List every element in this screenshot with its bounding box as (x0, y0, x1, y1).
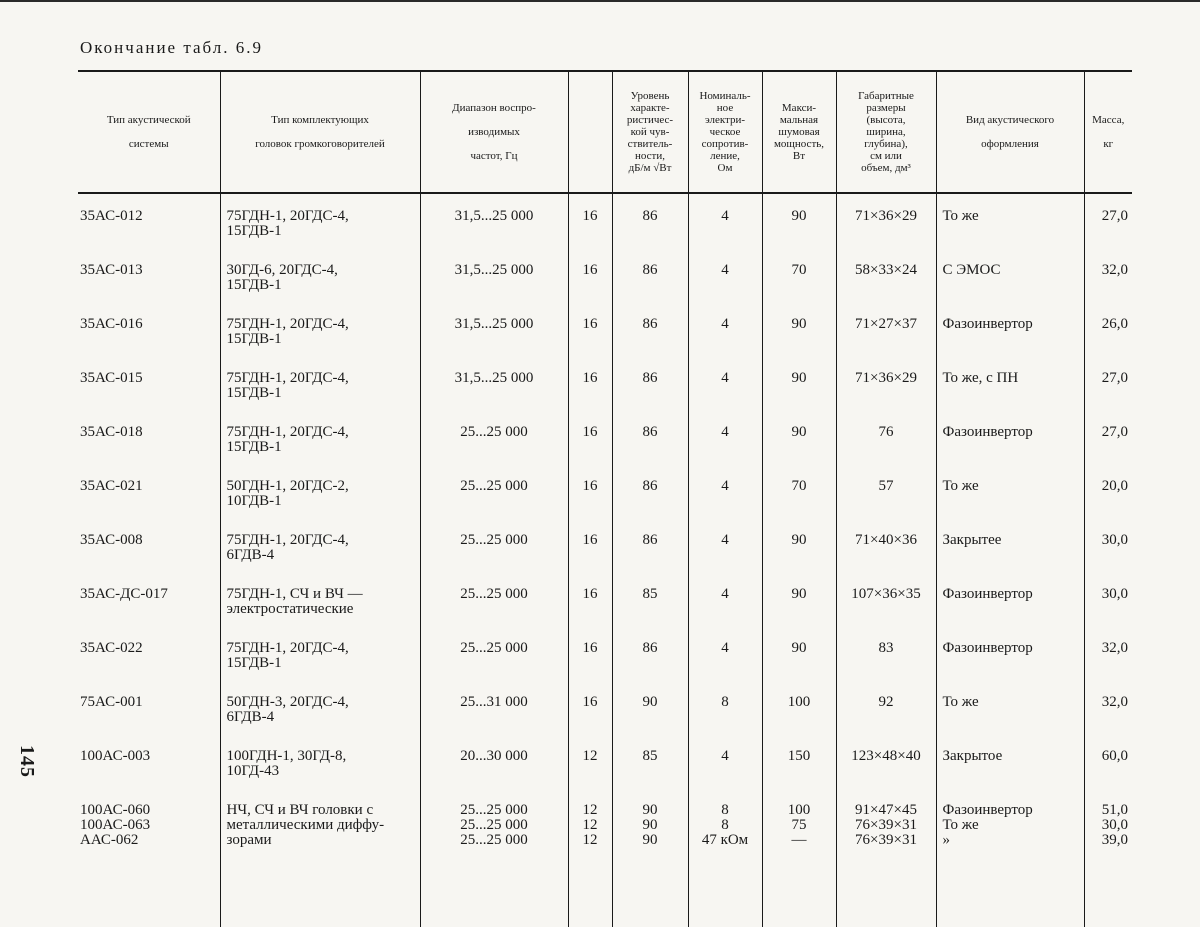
cell-enclosure: То же (936, 464, 1084, 518)
cell-dimensions: 71×36×29 (836, 356, 936, 410)
cell-enclosure: Закрытее (936, 518, 1084, 572)
cell-dimensions: 71×27×37 (836, 302, 936, 356)
cell-sensitivity: 86 (612, 518, 688, 572)
cell-heads: 30ГД-6, 20ГДС-4, 15ГДВ-1 (220, 248, 420, 302)
cell-nonuniformity: 16 (568, 410, 612, 464)
cell-mass: 32,0 (1084, 248, 1132, 302)
cell-range: 20...30 000 (420, 734, 568, 788)
cell-range: 25...25 000 (420, 572, 568, 626)
cell-power: 90 (762, 572, 836, 626)
cell-system-type: 75АС-001 (80, 694, 143, 710)
table-empty-row (78, 857, 1132, 927)
cell-nonuniformity: 12 12 12 (568, 788, 612, 857)
cell-impedance: 4 (688, 248, 762, 302)
cell-power: 90 (762, 302, 836, 356)
cell-sensitivity: 86 (612, 302, 688, 356)
cell-dimensions: 71×40×36 (836, 518, 936, 572)
cell-sensitivity: 90 (612, 680, 688, 734)
cell-nonuniformity: 16 (568, 356, 612, 410)
cell-nonuniformity: 16 (568, 626, 612, 680)
cell-enclosure: Закрытое (936, 734, 1084, 788)
page-top-border (0, 0, 1200, 2)
cell-nonuniformity: 16 (568, 193, 612, 248)
cell-range: 25...31 000 (420, 680, 568, 734)
table-row (78, 302, 1132, 356)
cell-nonuniformity: 16 (568, 302, 612, 356)
table-row (78, 193, 1132, 248)
cell-impedance: 8 (688, 680, 762, 734)
header-system-type: Тип акустической системы (78, 71, 220, 193)
cell-enclosure: То же (936, 680, 1084, 734)
cell-power: 90 (762, 193, 836, 248)
cell-enclosure: То же (936, 193, 1084, 248)
cell-range: 31,5...25 000 (420, 193, 568, 248)
cell-mass: 30,0 (1084, 572, 1132, 626)
table-row (78, 680, 1132, 734)
cell-system-type: 35АС-022 (80, 640, 143, 656)
cell-sensitivity: 85 (612, 734, 688, 788)
cell-dimensions: 71×36×29 (836, 193, 936, 248)
cell-system-type: 35АС-018 (80, 424, 143, 440)
cell-dimensions: 92 (836, 680, 936, 734)
cell-power: 100 (762, 680, 836, 734)
cell-heads: 75ГДН-1, 20ГДС-4, 15ГДВ-1 (220, 193, 420, 248)
cell-mass: 20,0 (1084, 464, 1132, 518)
cell-heads: НЧ, СЧ и ВЧ головки с металлическими диффу- зорами (220, 788, 420, 857)
cell-sensitivity: 86 (612, 410, 688, 464)
cell-impedance: 4 (688, 626, 762, 680)
page-number (15, 745, 38, 778)
cell-enclosure: Фазоинвертор То же » (936, 788, 1084, 857)
cell-system-type: 35АС-013 (80, 262, 143, 278)
cell-enclosure: Фазоинвертор (936, 410, 1084, 464)
table-row (78, 464, 1132, 518)
cell-mass: 32,0 (1084, 626, 1132, 680)
header-dimensions: Габаритные размеры (высота, ширина, глубина), см или объем, дм³ (836, 71, 936, 193)
cell-heads: 75ГДН-1, 20ГДС-4, 15ГДВ-1 (220, 356, 420, 410)
cell-sensitivity: 86 (612, 626, 688, 680)
cell-enclosure: Фазоинвертор (936, 572, 1084, 626)
cell-power: 100 75 — (762, 788, 836, 857)
cell-mass: 60,0 (1084, 734, 1132, 788)
cell-heads: 75ГДН-1, СЧ и ВЧ — электростатические (220, 572, 420, 626)
cell-range: 25...25 000 (420, 626, 568, 680)
header-nonuniformity (568, 71, 612, 193)
cell-power: 70 (762, 464, 836, 518)
cell-mass: 27,0 (1084, 193, 1132, 248)
cell-dimensions: 58×33×24 (836, 248, 936, 302)
table-row (78, 410, 1132, 464)
header-enclosure: Вид акустического оформления (936, 71, 1084, 193)
cell-heads: 75ГДН-1, 20ГДС-4, 15ГДВ-1 (220, 410, 420, 464)
cell-impedance: 4 (688, 518, 762, 572)
cell-system-type: 35АС-021 (80, 478, 143, 494)
cell-system-type: 35АС-ДС-017 (80, 586, 168, 602)
cell-power: 150 (762, 734, 836, 788)
cell-sensitivity: 86 (612, 464, 688, 518)
cell-sensitivity: 86 (612, 193, 688, 248)
cell-system-type: 35АС-015 (80, 370, 143, 386)
cell-mass: 32,0 (1084, 680, 1132, 734)
table-header-row (78, 71, 1132, 193)
cell-heads: 50ГДН-1, 20ГДС-2, 10ГДВ-1 (220, 464, 420, 518)
cell-dimensions: 76 (836, 410, 936, 464)
cell-power: 70 (762, 248, 836, 302)
cell-nonuniformity: 16 (568, 680, 612, 734)
cell-sensitivity: 85 (612, 572, 688, 626)
cell-sensitivity: 86 (612, 356, 688, 410)
cell-system-type: 35АС-012 (80, 208, 143, 224)
cell-power: 90 (762, 518, 836, 572)
cell-system-type: 100АС-060 100АС-063 ААС-062 (80, 802, 151, 848)
cell-range: 25...25 000 (420, 518, 568, 572)
header-frequency-range: Диапазон воспро- изводимых частот, Гц (420, 71, 568, 193)
header-max-power: Макси- мальная шумовая мощность, Вт (762, 71, 836, 193)
cell-nonuniformity: 16 (568, 248, 612, 302)
page-number-text: 145 (16, 745, 38, 778)
table-row (78, 626, 1132, 680)
cell-range: 31,5...25 000 (420, 248, 568, 302)
cell-heads: 100ГДН-1, 30ГД-8, 10ГД-43 (220, 734, 420, 788)
cell-enclosure: Фазоинвертор (936, 302, 1084, 356)
cell-sensitivity: 90 90 90 (612, 788, 688, 857)
header-sensitivity: Уровень характе- ристичес- кой чув- ствитель- ности, дБ/м √Вт (612, 71, 688, 193)
cell-heads: 75ГДН-1, 20ГДС-4, 15ГДВ-1 (220, 302, 420, 356)
cell-impedance: 4 (688, 572, 762, 626)
cell-range: 31,5...25 000 (420, 302, 568, 356)
cell-heads: 50ГДН-3, 20ГДС-4, 6ГДВ-4 (220, 680, 420, 734)
table-caption: Окончание табл. 6.9 (80, 38, 263, 57)
cell-nonuniformity: 16 (568, 518, 612, 572)
cell-enclosure: Фазоинвертор (936, 626, 1084, 680)
cell-enclosure: То же, с ПН (936, 356, 1084, 410)
cell-impedance: 4 (688, 464, 762, 518)
cell-range: 25...25 000 (420, 410, 568, 464)
cell-dimensions: 91×47×45 76×39×31 76×39×31 (836, 788, 936, 857)
header-mass: Масса, кг (1084, 71, 1132, 193)
cell-system-type: 35АС-008 (80, 532, 143, 548)
cell-impedance: 4 (688, 410, 762, 464)
table-row (78, 248, 1132, 302)
cell-range: 31,5...25 000 (420, 356, 568, 410)
cell-dimensions: 107×36×35 (836, 572, 936, 626)
cell-nonuniformity: 16 (568, 572, 612, 626)
cell-nonuniformity: 12 (568, 734, 612, 788)
speaker-specs-table (78, 70, 1132, 927)
cell-range: 25...25 000 (420, 464, 568, 518)
header-impedance: Номиналь- ное электри- ческое сопротив- ление, Ом (688, 71, 762, 193)
table-row (78, 572, 1132, 626)
cell-impedance: 4 (688, 734, 762, 788)
cell-impedance: 4 (688, 302, 762, 356)
cell-dimensions: 83 (836, 626, 936, 680)
cell-impedance: 4 (688, 356, 762, 410)
cell-mass: 27,0 (1084, 410, 1132, 464)
table-row (78, 356, 1132, 410)
cell-mass: 27,0 (1084, 356, 1132, 410)
cell-system-type: 100АС-003 (80, 748, 151, 764)
cell-nonuniformity: 16 (568, 464, 612, 518)
cell-dimensions: 57 (836, 464, 936, 518)
table-row-group (78, 788, 1132, 857)
cell-dimensions: 123×48×40 (836, 734, 936, 788)
cell-power: 90 (762, 356, 836, 410)
table-row (78, 734, 1132, 788)
cell-impedance: 4 (688, 193, 762, 248)
cell-sensitivity: 86 (612, 248, 688, 302)
cell-power: 90 (762, 626, 836, 680)
cell-mass: 30,0 (1084, 518, 1132, 572)
header-heads-type: Тип комплектующих головок громкоговорителей (220, 71, 420, 193)
cell-enclosure: С ЭМОС (936, 248, 1084, 302)
cell-impedance: 8 8 47 кОм (688, 788, 762, 857)
cell-mass: 26,0 (1084, 302, 1132, 356)
cell-heads: 75ГДН-1, 20ГДС-4, 6ГДВ-4 (220, 518, 420, 572)
cell-range: 25...25 000 25...25 000 25...25 000 (420, 788, 568, 857)
cell-power: 90 (762, 410, 836, 464)
cell-system-type: 35АС-016 (80, 316, 143, 332)
table-row (78, 518, 1132, 572)
cell-heads: 75ГДН-1, 20ГДС-4, 15ГДВ-1 (220, 626, 420, 680)
cell-mass: 51,0 30,0 39,0 (1084, 788, 1132, 857)
